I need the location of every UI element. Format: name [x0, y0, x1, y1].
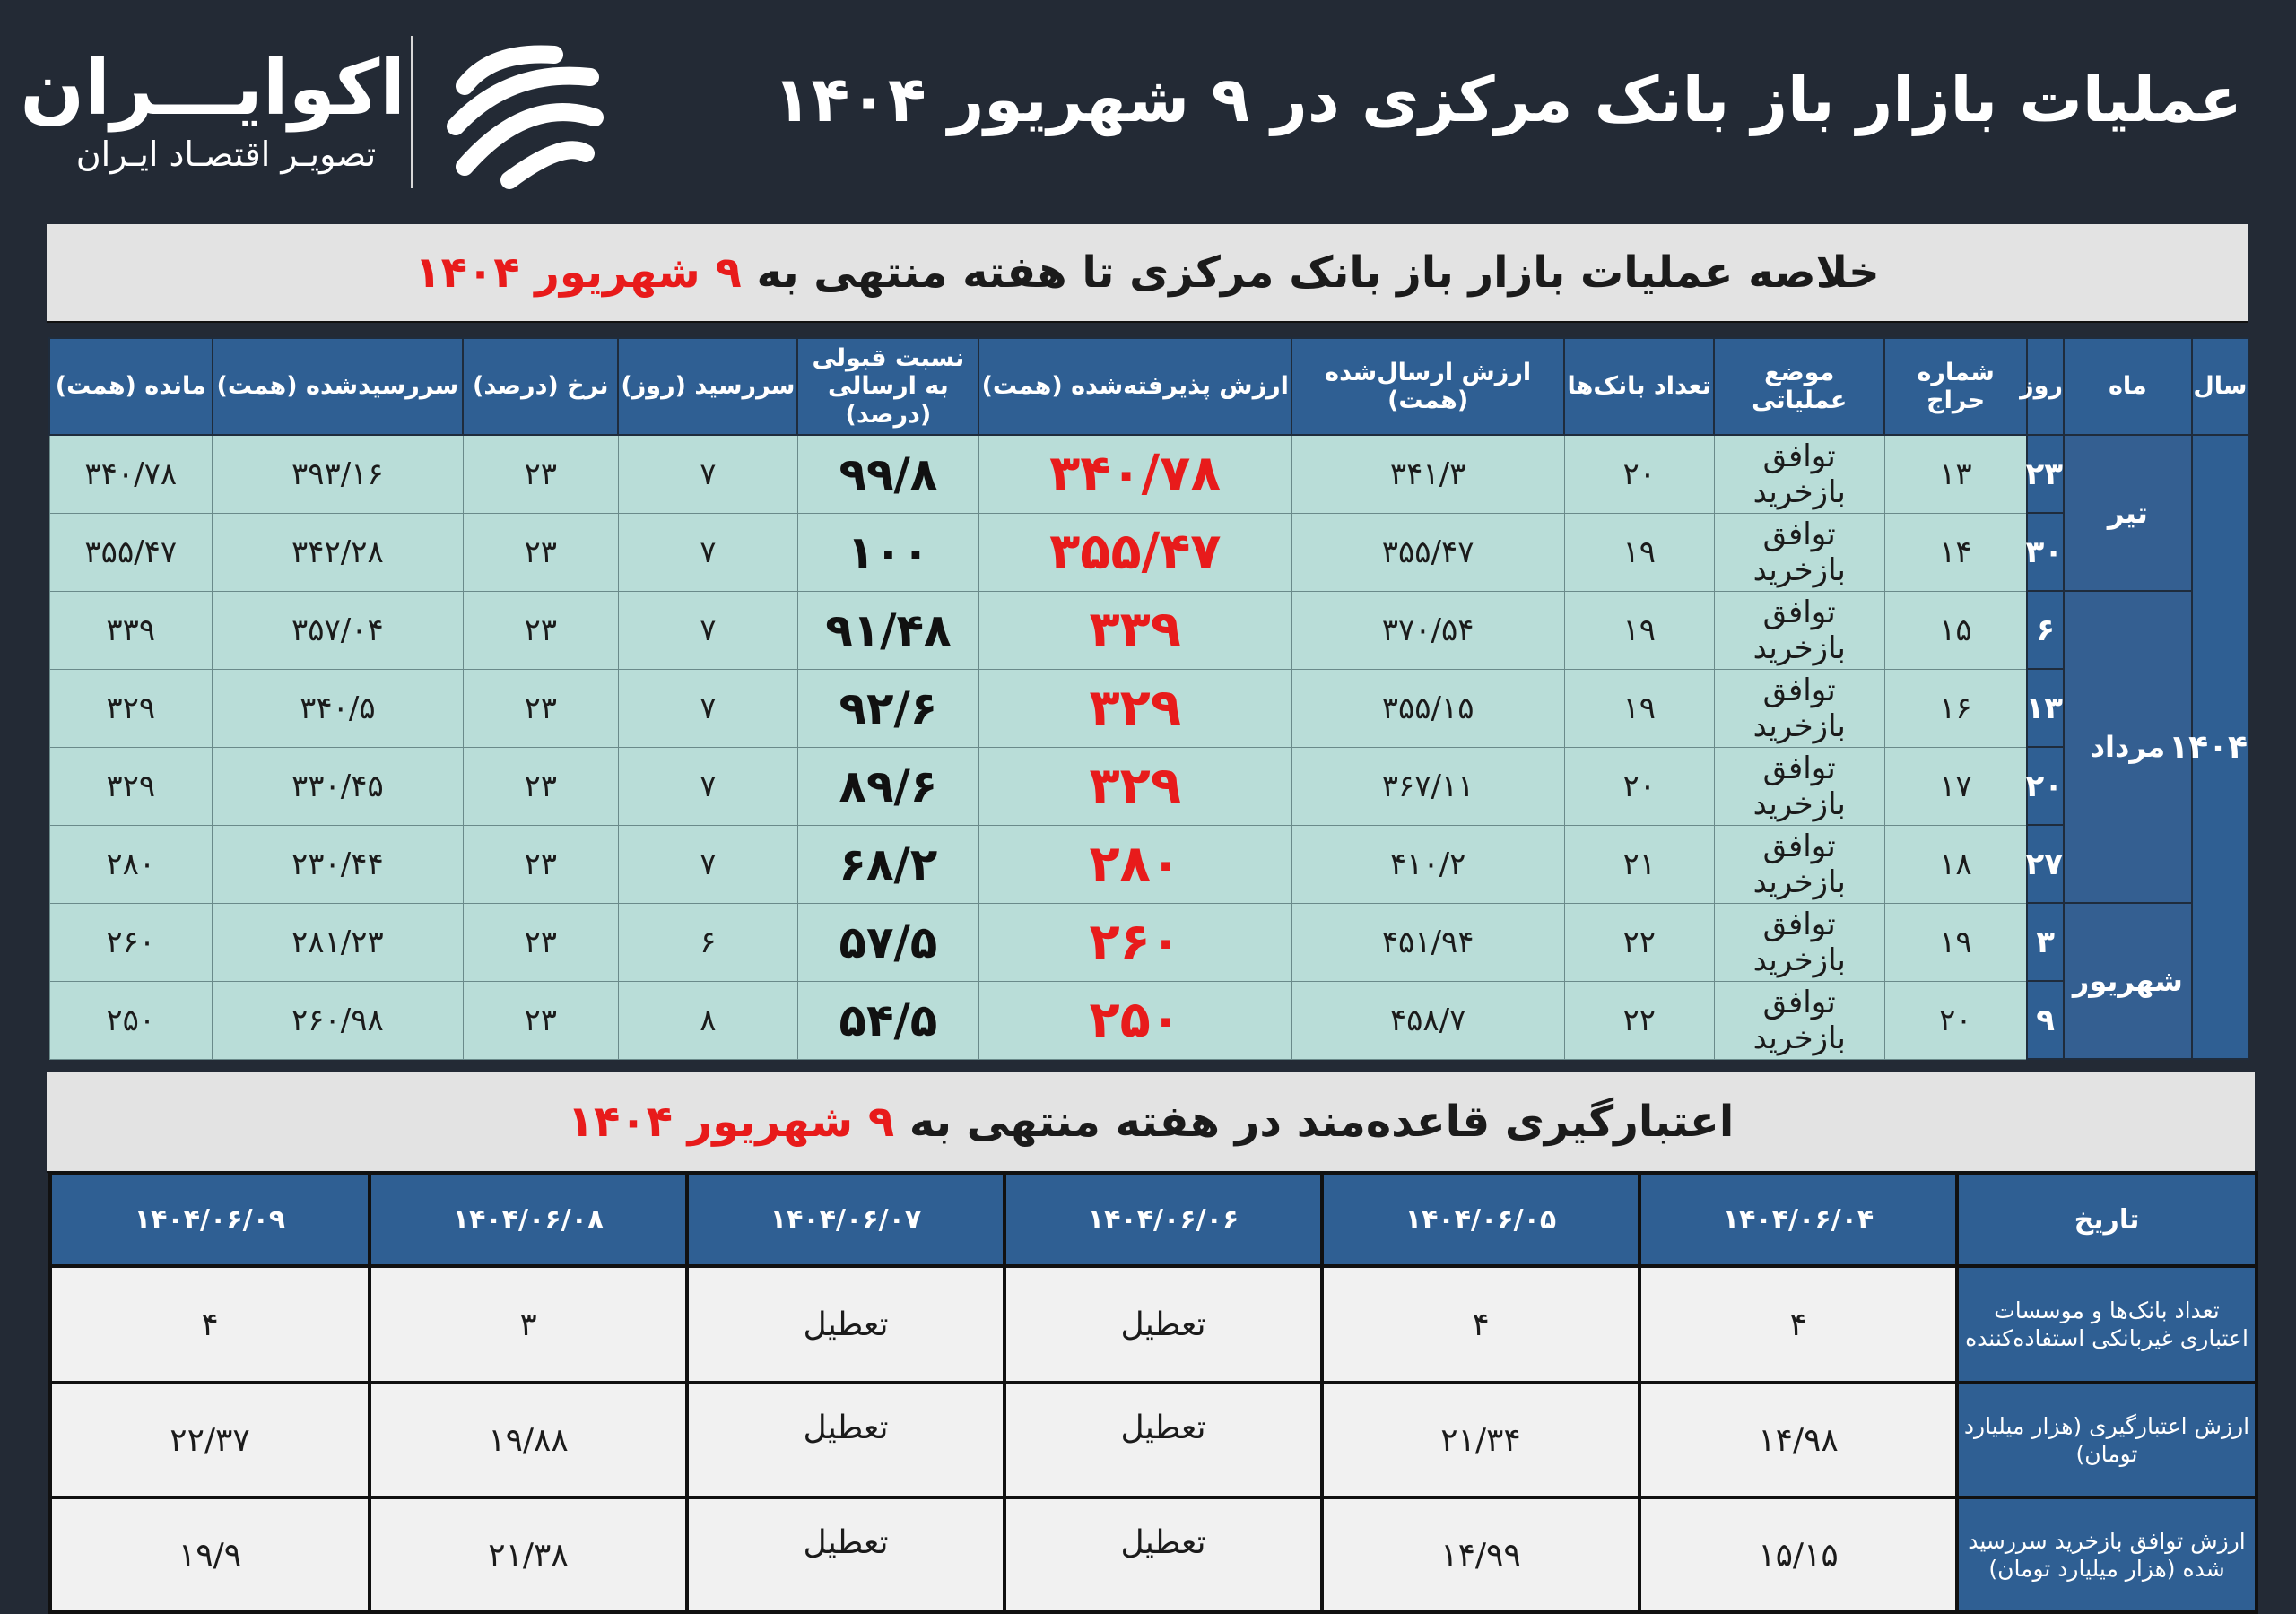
col-day: روز — [2027, 338, 2064, 435]
day-cell: ۲۷ — [2027, 825, 2064, 903]
value-cell: ۱۹/۸۸ — [370, 1383, 687, 1497]
auction-cell: ۱۹ — [1884, 903, 2027, 981]
maturity-cell: ۷ — [618, 825, 797, 903]
position-cell: توافق بازخرید — [1714, 903, 1884, 981]
matured-cell: ۲۳۰/۴۴ — [213, 825, 463, 903]
ratio-cell: ۹۹/۸ — [797, 435, 978, 513]
table-row — [49, 903, 2248, 981]
maturity-cell: ۷ — [618, 591, 797, 669]
table-row — [49, 825, 2248, 903]
ratio-cell: ۹۲/۶ — [797, 669, 978, 747]
col-date: ۱۴۰۴/۰۶/۰۴ — [1639, 1173, 1957, 1266]
logo-name: اکوایـــران — [20, 44, 405, 132]
auction-cell: ۱۸ — [1884, 825, 2027, 903]
row-label: ارزش اعتبارگیری (هزار میلیارد تومان) — [1957, 1383, 2257, 1497]
position-cell: توافق بازخرید — [1714, 747, 1884, 825]
accepted-cell: ۲۵۰ — [978, 981, 1292, 1059]
credit-header-row — [50, 1173, 2257, 1266]
value-cell: ۱۵/۱۵ — [1639, 1497, 1957, 1612]
table-row — [49, 669, 2248, 747]
accepted-cell: ۳۳۹ — [978, 591, 1292, 669]
balance-cell: ۳۵۵/۴۷ — [49, 513, 213, 591]
col-date-label: تاریخ — [1957, 1173, 2257, 1266]
submitted-cell: ۴۵۱/۹۴ — [1292, 903, 1564, 981]
value-cell: ۴ — [1639, 1266, 1957, 1383]
value-cell: ۴ — [50, 1266, 370, 1383]
summary-title-text: خلاصه عملیات بازار باز بانک مرکزی تا هفته منتهی به — [756, 247, 1880, 298]
col-date: ۱۴۰۴/۰۶/۰۹ — [50, 1173, 370, 1266]
maturity-cell: ۷ — [618, 747, 797, 825]
value-cell: تعطیل — [1004, 1383, 1322, 1497]
banks-cell: ۲۲ — [1564, 903, 1714, 981]
rate-cell: ۲۳ — [463, 591, 618, 669]
rate-cell: ۲۳ — [463, 747, 618, 825]
submitted-cell: ۳۵۵/۴۷ — [1292, 513, 1564, 591]
ratio-cell: ۸۹/۶ — [797, 747, 978, 825]
auction-cell: ۱۷ — [1884, 747, 2027, 825]
banks-cell: ۲۰ — [1564, 747, 1714, 825]
table-row — [49, 435, 2248, 513]
auction-cell: ۱۵ — [1884, 591, 2027, 669]
credit-title — [47, 1072, 2255, 1173]
maturity-cell: ۸ — [618, 981, 797, 1059]
col-date: ۱۴۰۴/۰۶/۰۶ — [1004, 1173, 1322, 1266]
col-date: ۱۴۰۴/۰۶/۰۸ — [370, 1173, 687, 1266]
rate-cell: ۲۳ — [463, 669, 618, 747]
maturity-cell: ۷ — [618, 513, 797, 591]
col-year: سال — [2192, 338, 2248, 435]
maturity-cell: ۷ — [618, 435, 797, 513]
balance-cell: ۲۵۰ — [49, 981, 213, 1059]
accepted-cell: ۲۶۰ — [978, 903, 1292, 981]
position-cell: توافق بازخرید — [1714, 825, 1884, 903]
year-cell: ۱۴۰۴ — [2192, 435, 2248, 1059]
page-title: عملیات بازار باز بانک مرکزی در ۹ شهریور ۱۴۰۴ — [772, 63, 2242, 136]
ratio-cell: ۹۱/۴۸ — [797, 591, 978, 669]
value-cell: تعطیل — [1004, 1497, 1322, 1612]
balance-cell: ۳۳۹ — [49, 591, 213, 669]
position-cell: توافق بازخرید — [1714, 981, 1884, 1059]
month-cell: تیر — [2064, 435, 2192, 591]
col-ratio: نسبت قبولی به ارسالی (درصد) — [797, 338, 978, 435]
submitted-cell: ۳۶۷/۱۱ — [1292, 747, 1564, 825]
row-label: تعداد بانک‌ها و موسسات اعتباری غیربانکی استفاده‌کننده — [1957, 1266, 2257, 1383]
table-row — [49, 981, 2248, 1059]
submitted-cell: ۴۱۰/۲ — [1292, 825, 1564, 903]
col-bank-count: تعداد بانک‌ها — [1564, 338, 1714, 435]
matured-cell: ۲۸۱/۲۳ — [213, 903, 463, 981]
table-row — [50, 1383, 2257, 1497]
logo — [20, 44, 405, 178]
value-cell: ۲۱/۳۸ — [370, 1497, 687, 1612]
rate-cell: ۲۳ — [463, 903, 618, 981]
ratio-cell: ۱۰۰ — [797, 513, 978, 591]
balance-cell: ۳۴۰/۷۸ — [49, 435, 213, 513]
rate-cell: ۲۳ — [463, 981, 618, 1059]
value-cell: تعطیل — [687, 1266, 1004, 1383]
row-label: ارزش توافق بازخرید سررسید شده (هزار میلیارد تومان) — [1957, 1497, 2257, 1612]
ecoiran-logo-icon — [438, 32, 608, 194]
col-auction-number: شماره حراج — [1884, 338, 2027, 435]
balance-cell: ۲۶۰ — [49, 903, 213, 981]
banks-cell: ۲۲ — [1564, 981, 1714, 1059]
balance-cell: ۳۲۹ — [49, 669, 213, 747]
submitted-cell: ۳۴۱/۳ — [1292, 435, 1564, 513]
col-balance: مانده (همت) — [49, 338, 213, 435]
day-cell: ۳۰ — [2027, 513, 2064, 591]
header — [0, 0, 2296, 215]
value-cell: ۱۴/۹۸ — [1639, 1383, 1957, 1497]
table-row — [49, 591, 2248, 669]
banks-cell: ۲۱ — [1564, 825, 1714, 903]
value-cell: تعطیل — [687, 1383, 1004, 1497]
logo-divider — [411, 36, 413, 188]
col-position: موضع عملیاتی — [1714, 338, 1884, 435]
matured-cell: ۳۵۷/۰۴ — [213, 591, 463, 669]
summary-table — [48, 337, 2249, 1060]
col-accepted: ارزش پذیرفته‌شده (همت) — [978, 338, 1292, 435]
day-cell: ۳ — [2027, 903, 2064, 981]
value-cell: ۲۱/۳۴ — [1322, 1383, 1639, 1497]
matured-cell: ۳۹۳/۱۶ — [213, 435, 463, 513]
summary-header-row — [49, 338, 2248, 435]
auction-cell: ۱۳ — [1884, 435, 2027, 513]
logo-tagline: تصویـر اقتصـاد ایـران — [75, 134, 377, 174]
summary-title — [47, 224, 2248, 323]
matured-cell: ۲۶۰/۹۸ — [213, 981, 463, 1059]
ratio-cell: ۶۸/۲ — [797, 825, 978, 903]
col-rate: نرخ (درصد) — [463, 338, 618, 435]
rate-cell: ۲۳ — [463, 513, 618, 591]
day-cell: ۹ — [2027, 981, 2064, 1059]
accepted-cell: ۳۴۰/۷۸ — [978, 435, 1292, 513]
accepted-cell: ۳۵۵/۴۷ — [978, 513, 1292, 591]
position-cell: توافق بازخرید — [1714, 513, 1884, 591]
credit-title-date: ۹ شهریور ۱۴۰۴ — [567, 1097, 895, 1147]
accepted-cell: ۲۸۰ — [978, 825, 1292, 903]
value-cell: ۳ — [370, 1266, 687, 1383]
table-row — [50, 1266, 2257, 1383]
auction-cell: ۱۶ — [1884, 669, 2027, 747]
submitted-cell: ۴۵۸/۷ — [1292, 981, 1564, 1059]
accepted-cell: ۳۲۹ — [978, 669, 1292, 747]
matured-cell: ۳۳۰/۴۵ — [213, 747, 463, 825]
value-cell: ۱۴/۹۹ — [1322, 1497, 1639, 1612]
col-matured: سررسیدشده (همت) — [213, 338, 463, 435]
value-cell: ۱۹/۹ — [50, 1497, 370, 1612]
banks-cell: ۱۹ — [1564, 591, 1714, 669]
ratio-cell: ۵۷/۵ — [797, 903, 978, 981]
value-cell: تعطیل — [1004, 1266, 1322, 1383]
table-row — [50, 1497, 2257, 1612]
value-cell: ۲۲/۳۷ — [50, 1383, 370, 1497]
rate-cell: ۲۳ — [463, 435, 618, 513]
day-cell: ۶ — [2027, 591, 2064, 669]
auction-cell: ۲۰ — [1884, 981, 2027, 1059]
table-row — [49, 513, 2248, 591]
month-cell: مرداد — [2064, 591, 2192, 903]
col-submitted: ارزش ارسال‌شده (همت) — [1292, 338, 1564, 435]
month-cell: شهریور — [2064, 903, 2192, 1059]
matured-cell: ۳۴۰/۵ — [213, 669, 463, 747]
value-cell: تعطیل — [687, 1497, 1004, 1612]
table-row — [49, 747, 2248, 825]
submitted-cell: ۳۷۰/۵۴ — [1292, 591, 1564, 669]
maturity-cell: ۷ — [618, 669, 797, 747]
col-maturity: سررسید (روز) — [618, 338, 797, 435]
banks-cell: ۱۹ — [1564, 513, 1714, 591]
position-cell: توافق بازخرید — [1714, 669, 1884, 747]
banks-cell: ۲۰ — [1564, 435, 1714, 513]
summary-title-date: ۹ شهریور ۱۴۰۴ — [414, 247, 742, 298]
day-cell: ۱۳ — [2027, 669, 2064, 747]
banks-cell: ۱۹ — [1564, 669, 1714, 747]
value-cell: ۴ — [1322, 1266, 1639, 1383]
balance-cell: ۳۲۹ — [49, 747, 213, 825]
position-cell: توافق بازخرید — [1714, 435, 1884, 513]
col-month: ماه — [2064, 338, 2192, 435]
day-cell: ۲۳ — [2027, 435, 2064, 513]
day-cell: ۲۰ — [2027, 747, 2064, 825]
col-date: ۱۴۰۴/۰۶/۰۵ — [1322, 1173, 1639, 1266]
matured-cell: ۳۴۲/۲۸ — [213, 513, 463, 591]
balance-cell: ۲۸۰ — [49, 825, 213, 903]
ratio-cell: ۵۴/۵ — [797, 981, 978, 1059]
col-date: ۱۴۰۴/۰۶/۰۷ — [687, 1173, 1004, 1266]
auction-cell: ۱۴ — [1884, 513, 2027, 591]
credit-table — [48, 1171, 2258, 1614]
accepted-cell: ۳۲۹ — [978, 747, 1292, 825]
submitted-cell: ۳۵۵/۱۵ — [1292, 669, 1564, 747]
maturity-cell: ۶ — [618, 903, 797, 981]
position-cell: توافق بازخرید — [1714, 591, 1884, 669]
credit-title-text: اعتبارگیری قاعده‌مند در هفته منتهی به — [909, 1097, 1735, 1147]
rate-cell: ۲۳ — [463, 825, 618, 903]
